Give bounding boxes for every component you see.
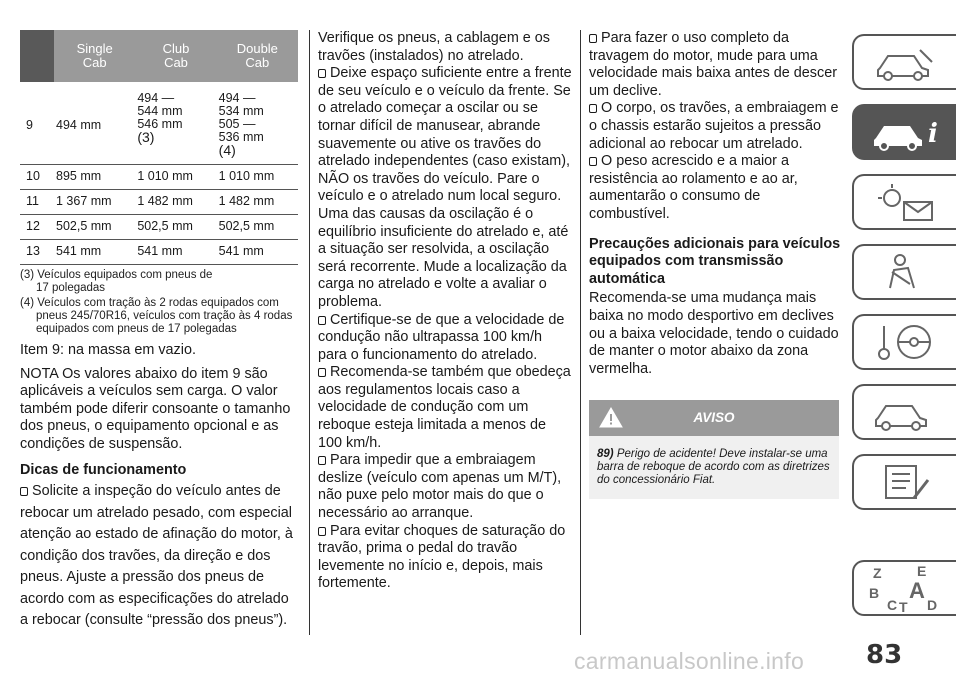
list-item	[318, 364, 572, 452]
svg-text:T: T	[899, 599, 908, 614]
maintenance-list-icon	[870, 462, 940, 502]
chapter-tab-emergency[interactable]	[852, 384, 956, 440]
table-row	[20, 165, 298, 190]
cell-double-note: (4)	[218, 142, 236, 158]
chapter-tab-safety[interactable]	[852, 244, 956, 300]
warning-triangle-icon	[599, 407, 623, 428]
checkbox-bullet-icon	[589, 157, 597, 166]
checkbox-bullet-icon	[589, 104, 597, 113]
footnote-4-rest: pneus 245/70R16, veículos com tração às 4 rodas equipados com pneus de 17 polegadas	[36, 310, 293, 335]
cell-club: 502,5 mm	[135, 215, 216, 240]
table-row	[20, 82, 298, 165]
warning-body	[589, 436, 839, 499]
bullet-list	[589, 30, 841, 224]
table-header-single: Single Cab	[54, 30, 135, 82]
warning-box	[589, 400, 839, 499]
left-column	[20, 30, 300, 632]
table-header-club: Club Cab	[135, 30, 216, 82]
svg-text:D: D	[927, 597, 938, 613]
list-item-text: Deixe espaço suficiente entre a frente de seu veículo e o veículo da frente. Se o atrelado começar a oscilar ou se tornar difícil de manusear, abrande suavemente ou ative os travões do atrelado independentes (caso existam), NÃO os travões do veículo. Pare o veículo e o atrelado num local seguro. Uma das causas da oscilação é o equilíbrio insuficiente do atrelado e, até a situação ser resolvida, a oscilação será recorrente. Mude a localização da carga no atrelado e volte a avaliar o problema.	[318, 65, 572, 310]
cell-double	[217, 82, 298, 165]
svg-text:B: B	[869, 585, 880, 601]
svg-text:i: i	[928, 119, 938, 149]
list-item-text: Para evitar choques de saturação do travão, prima o pedal do travão levemente no início e, depois, mais fortemente.	[318, 522, 566, 592]
table-row	[20, 215, 298, 240]
list-item	[318, 65, 572, 311]
cell-club: 1 482 mm	[135, 190, 216, 215]
table-header-double: Double Cab	[217, 30, 298, 82]
list-item	[20, 481, 300, 632]
cell-single: 494 mm	[54, 82, 135, 165]
cell-single: 541 mm	[54, 240, 135, 265]
svg-text:Z: Z	[873, 565, 882, 581]
footnote-3	[20, 269, 300, 295]
checkbox-bullet-icon	[318, 456, 326, 465]
cell-club: 541 mm	[135, 240, 216, 265]
cell-single: 895 mm	[54, 165, 135, 190]
car-info-icon	[870, 112, 940, 152]
warning-text: Perigo de acidente! Deve instalar-se uma barra de reboque de acordo com as diretrizes do concessionário Fiat.	[597, 448, 830, 487]
checkbox-bullet-icon	[20, 487, 28, 496]
checkbox-bullet-icon	[589, 34, 597, 43]
item9-note: Item 9: na massa em vazio.	[20, 342, 196, 358]
table-row	[20, 240, 298, 265]
warning-lights-icon	[870, 182, 940, 222]
list-item	[318, 312, 572, 365]
list-item	[318, 523, 572, 593]
row-number: 11	[20, 190, 54, 215]
list-item	[318, 452, 572, 522]
list-item	[589, 30, 841, 100]
chapter-tab-dashboard[interactable]	[852, 34, 956, 90]
cell-double: 502,5 mm	[217, 215, 298, 240]
section-heading-dicas: Dicas de funcionamento	[20, 461, 187, 478]
chapter-tab-maintenance[interactable]	[852, 454, 956, 510]
car-dashboard-icon	[870, 42, 940, 82]
row-number: 13	[20, 240, 54, 265]
intro-paragraph: Verifique os pneus, a cablagem e os travões (instalados) no atrelado.	[318, 30, 550, 64]
chapter-tab-info[interactable]	[852, 104, 956, 160]
right-column	[589, 30, 841, 499]
footnote-3-first: (3) Veículos equipados com pneus de	[20, 269, 213, 281]
chapter-tab-index[interactable]	[852, 560, 956, 616]
list-item	[589, 153, 841, 223]
cell-club	[135, 82, 216, 165]
cell-double: 1 482 mm	[217, 190, 298, 215]
warning-number: 89)	[597, 448, 614, 461]
bullet-list	[20, 481, 300, 632]
watermark-text: carmanualsonline.info	[574, 648, 805, 674]
table-header-blank	[20, 30, 54, 82]
list-item-text: Solicite a inspeção do veículo antes de rebocar um atrelado pesado, com especial atenção ao estado de afinação do motor, à condição dos travões, da direção e dos pneus. Ajuste a pressão dos pneus de acordo com as especificações do atrelado a rebocar (consulte “pressão dos pneus”).	[20, 483, 293, 629]
list-item	[589, 100, 841, 153]
cell-single: 1 367 mm	[54, 190, 135, 215]
bullet-list	[318, 65, 572, 593]
table-footnotes	[20, 269, 300, 336]
footnote-3-rest: 17 polegadas	[36, 282, 106, 294]
page-number: 83	[866, 640, 903, 670]
car-breakdown-icon	[870, 392, 940, 432]
cell-club: 1 010 mm	[135, 165, 216, 190]
list-item-text: O corpo, os travões, a embraiagem e o chassis estarão sujeitos a pressão adicional ao rebocar um atrelado.	[589, 100, 839, 152]
footnote-4	[20, 297, 300, 336]
svg-text:E: E	[917, 563, 927, 579]
checkbox-bullet-icon	[318, 69, 326, 78]
section-heading-precaucoes: Precauções adicionais para veículos equipados com transmissão automática	[589, 235, 841, 287]
row-number: 12	[20, 215, 54, 240]
checkbox-bullet-icon	[318, 316, 326, 325]
row-number: 9	[20, 82, 54, 165]
cell-single: 502,5 mm	[54, 215, 135, 240]
chapter-tab-driving[interactable]	[852, 314, 956, 370]
list-item-text: Certifique-se de que a velocidade de condução não ultrapassa 100 km/h para o funcionamento do atrelado.	[318, 311, 565, 363]
automatic-transmission-paragraph: Recomenda-se uma mudança mais baixa no modo desportivo em declives ou a baixa velocidade, tendo o cuidado de manter o motor abaixo da zona vermelha.	[589, 290, 839, 377]
table-header-row	[20, 30, 298, 82]
list-item-text: Para impedir que a embraiagem deslize (veículo com apenas um M/T), não puxe pelo motor mais do que o necessário ao arranque.	[318, 452, 562, 522]
checkbox-bullet-icon	[318, 368, 326, 377]
svg-text:C: C	[887, 597, 898, 613]
cell-double: 541 mm	[217, 240, 298, 265]
column-divider	[580, 30, 581, 635]
warning-title: AVISO	[693, 410, 735, 426]
warning-header	[589, 400, 839, 436]
cell-double-values: 494 — 534 mm 505 — 536 mm	[218, 91, 264, 144]
steering-wheel-key-icon	[870, 322, 940, 362]
list-item-text: Para fazer o uso completo da travagem do motor, mude para uma velocidade mais baixa antes de descer um declive.	[589, 30, 837, 99]
cell-club-values: 494 — 544 mm 546 mm	[137, 91, 183, 131]
cell-club-note: (3)	[137, 129, 155, 145]
cell-double: 1 010 mm	[217, 165, 298, 190]
list-item-text: Recomenda-se também que obedeça aos regulamentos locais caso a velocidade de condução com um reboque esteja limitada a menos de 100 km/h.	[318, 364, 571, 451]
svg-text:A: A	[909, 578, 925, 603]
column-divider	[309, 30, 310, 635]
row-number: 10	[20, 165, 54, 190]
nota-paragraph: NOTA Os valores abaixo do item 9 são aplicáveis a veículos sem carga. O valor também pode diferir consoante o tamanho dos pneus, o equipamento opcional e as condições de suspensão.	[20, 365, 291, 452]
list-item-text: O peso acrescido e a maior a resistência ao rolamento e ao ar, aumentarão o consumo de combustível.	[589, 153, 798, 222]
airbag-person-icon	[870, 252, 940, 292]
dimensions-table	[20, 30, 298, 265]
index-letters-icon	[865, 562, 945, 614]
checkbox-bullet-icon	[318, 527, 326, 536]
table-row	[20, 190, 298, 215]
chapter-tab-warning-lights[interactable]	[852, 174, 956, 230]
footnote-4-first: (4) Veículos com tração às 2 rodas equipados com	[20, 297, 279, 309]
middle-column	[318, 30, 572, 593]
